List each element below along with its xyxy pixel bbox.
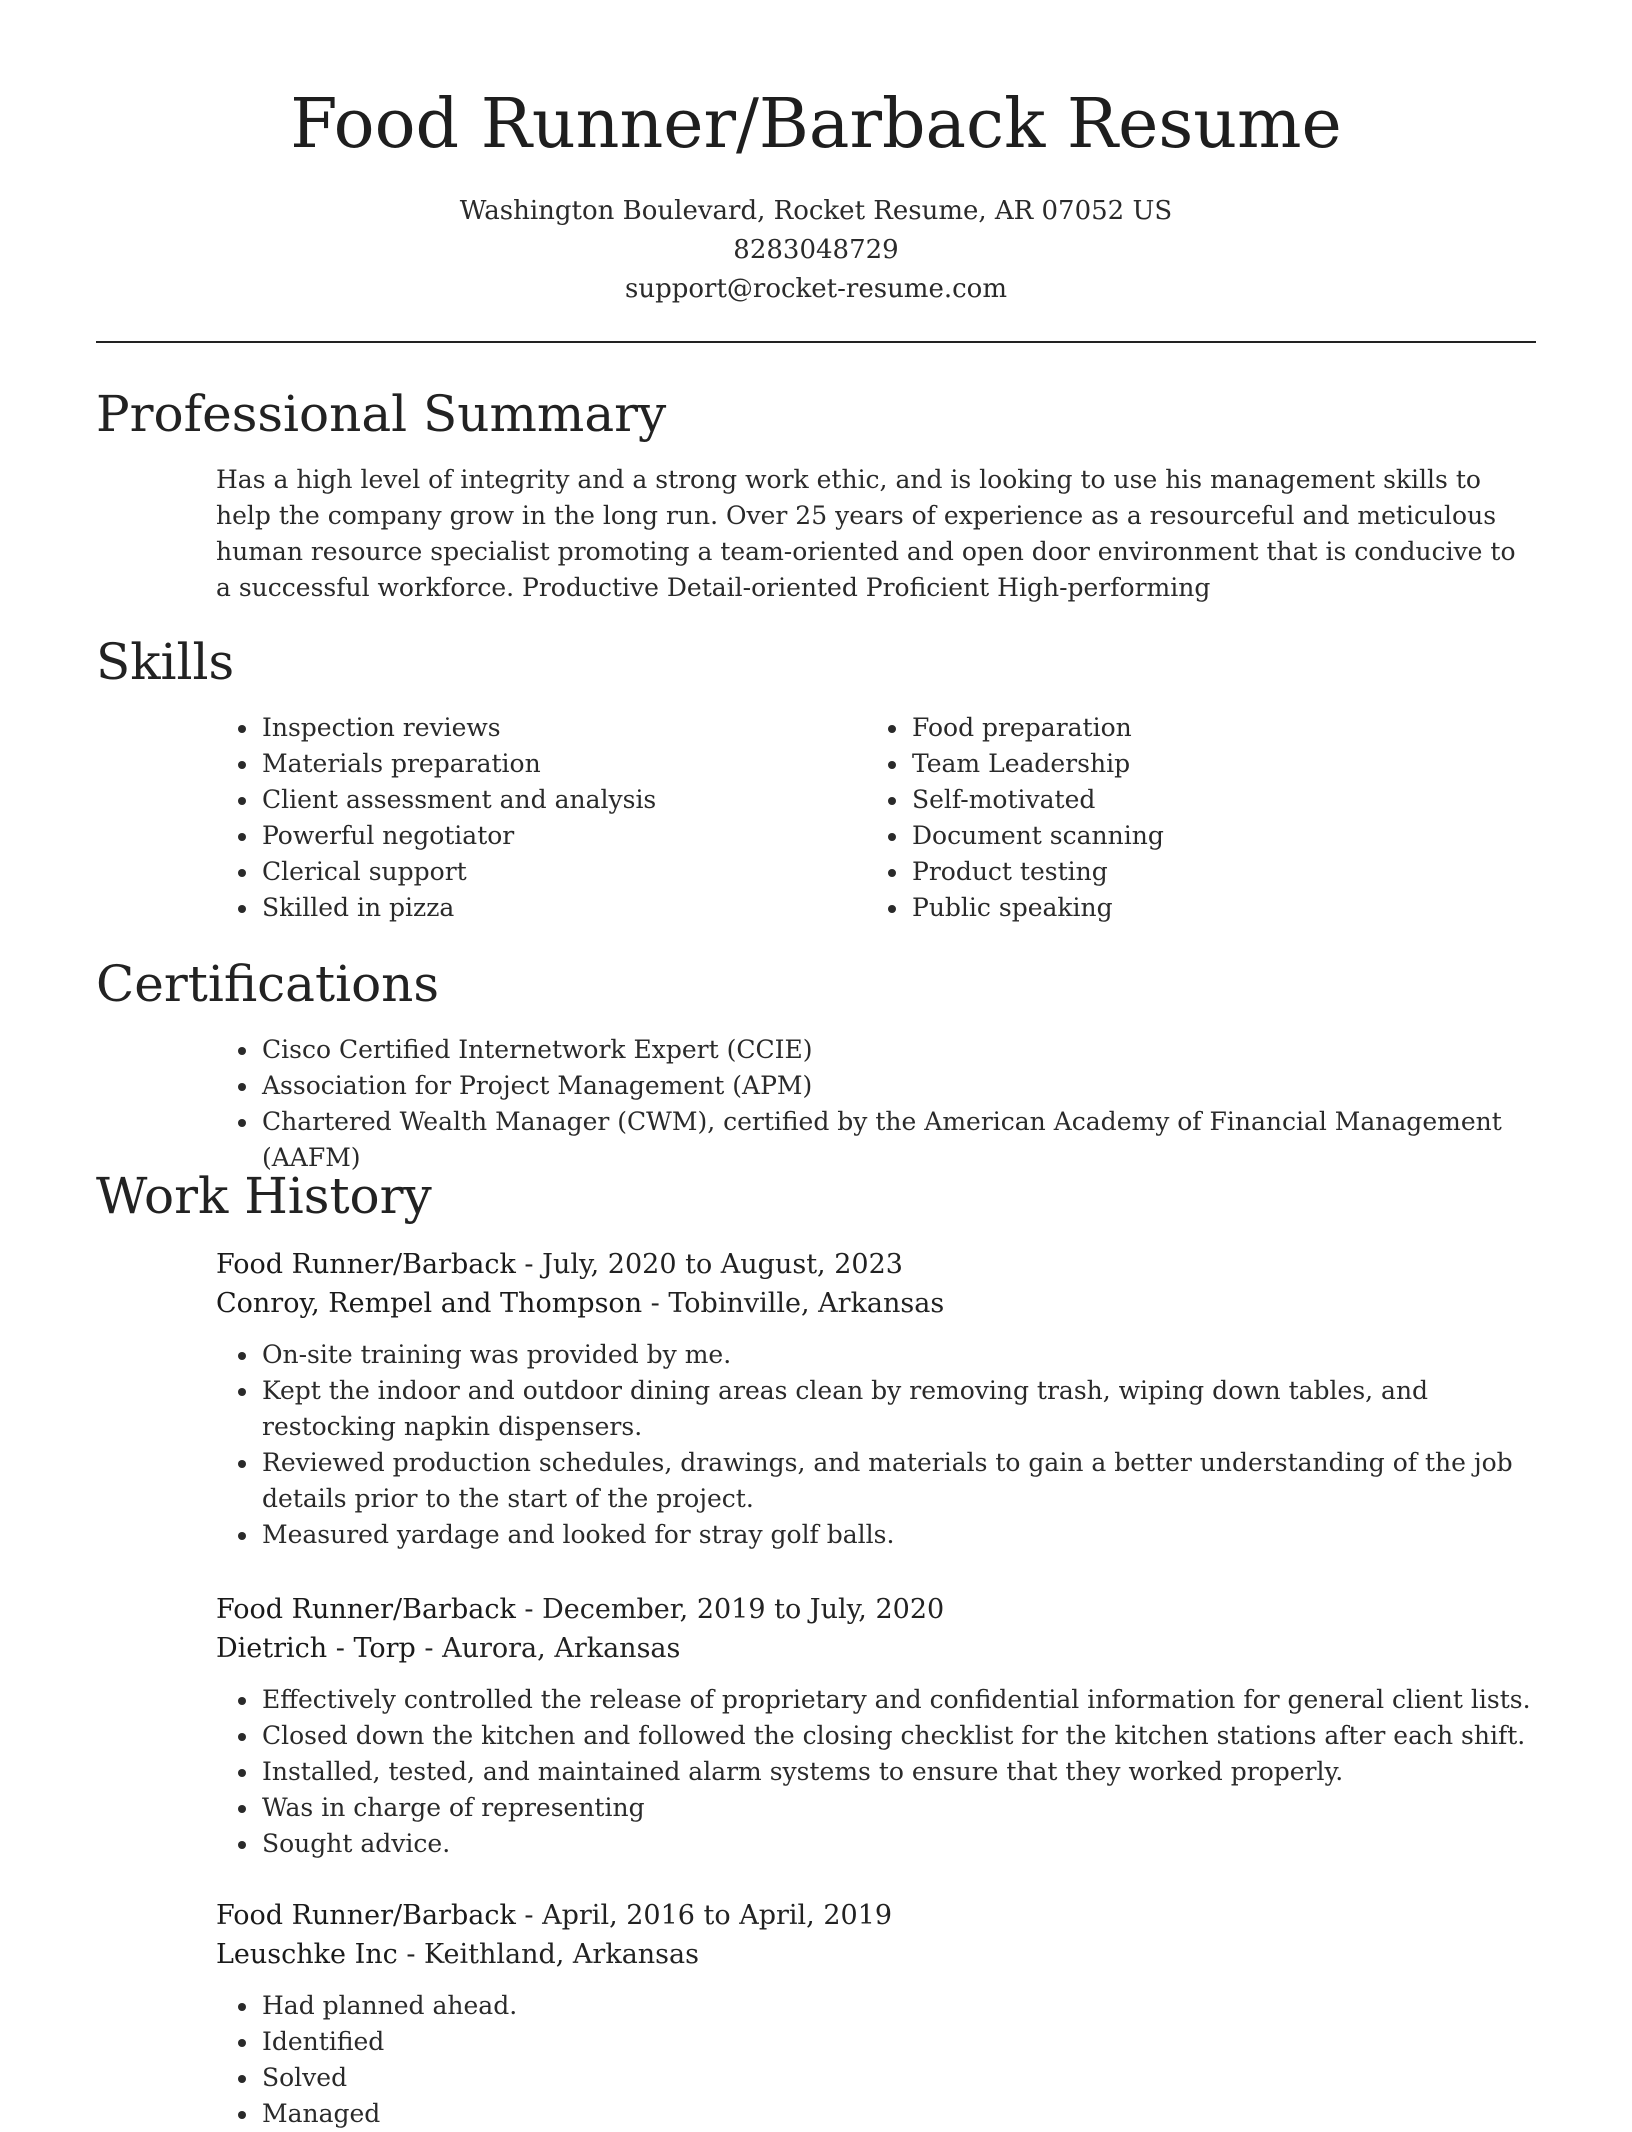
- job-duty-item: • Closed down the kitchen and followed the closing checklist for the kitchen stations after each shift.: [260, 1718, 1556, 1754]
- contact-block: [0, 192, 1632, 309]
- skill-item: • Client assessment and analysis: [260, 782, 816, 818]
- job-duty-item: • Managed: [260, 2096, 1556, 2132]
- job-company-line: [216, 1629, 1556, 1668]
- job-company: Conroy, Rempel and Thompson: [216, 1288, 643, 1319]
- job-duty-item: • Sought advice.: [260, 1826, 1556, 1862]
- job-duties: [216, 1988, 1556, 2132]
- skill-item: • Inspection reviews: [260, 710, 816, 746]
- job-duty-item: • Had planned ahead.: [260, 1988, 1556, 2024]
- job-location: - Tobinville, Arkansas: [642, 1288, 945, 1319]
- skills-heading: Skills: [96, 633, 235, 691]
- header-divider: [96, 341, 1536, 343]
- contact-address: Washington Boulevard, Rocket Resume, AR 07052 US: [459, 196, 1173, 226]
- skill-item: • Materials preparation: [260, 746, 816, 782]
- job-duty-item: • Reviewed production schedules, drawings, and materials to gain a better understanding of the job details prior to the start of the project.: [260, 1445, 1556, 1517]
- job-entry: [216, 1245, 1556, 1553]
- job-duty-item: • Was in charge of representing: [260, 1790, 1556, 1826]
- job-location: - Aurora, Arkansas: [415, 1633, 681, 1664]
- skill-item: • Team Leadership: [910, 746, 1466, 782]
- certification-item: • Cisco Certified Internetwork Expert (CCIE): [260, 1032, 1556, 1068]
- job-location: - Keithland, Arkansas: [397, 1939, 699, 1970]
- job-title-line: [216, 1590, 1556, 1629]
- resume-title: Food Runner/Barback Resume: [290, 85, 1342, 164]
- job-company-line: [216, 1284, 1556, 1323]
- job-title-line: [216, 1896, 1556, 1935]
- certification-item: • Chartered Wealth Manager (CWM), certified by the American Academy of Financial Management (AAFM): [260, 1104, 1556, 1176]
- job-duties: [216, 1682, 1556, 1862]
- skill-item: • Public speaking: [910, 890, 1466, 926]
- skills-column-right: [866, 710, 1466, 926]
- contact-phone: 8283048729: [733, 235, 899, 265]
- certifications-list: [216, 1032, 1556, 1176]
- work-history-heading: Work History: [96, 1167, 432, 1225]
- job-entry: [216, 1896, 1556, 2132]
- skills-column-left: [216, 710, 816, 926]
- job-duty-item: • Identified: [260, 2024, 1556, 2060]
- job-duty-item: • Solved: [260, 2060, 1556, 2096]
- skill-item: • Powerful negotiator: [260, 818, 816, 854]
- skill-item: • Self-motivated: [910, 782, 1466, 818]
- job-dates: - April, 2016 to April, 2019: [515, 1900, 893, 1931]
- job-title-line: [216, 1245, 1556, 1284]
- summary-text: Has a high level of integrity and a strong work ethic, and is looking to use his management skills to help the company grow in the long run. Over 25 years of experience as a resourceful and meticulous human resource specialist promoting a team-oriented and open door environment that is conducive to a successful workforce. Productive Detail-oriented Proficient High-performing: [216, 465, 1516, 602]
- skill-item: • Document scanning: [910, 818, 1466, 854]
- job-entry: [216, 1590, 1556, 1862]
- job-dates: - July, 2020 to August, 2023: [515, 1249, 903, 1280]
- certification-item: • Association for Project Management (APM): [260, 1068, 1556, 1104]
- skill-item: • Product testing: [910, 854, 1466, 890]
- certifications-heading: Certifications: [96, 955, 440, 1013]
- job-duty-item: • Effectively controlled the release of proprietary and confidential information for general client lists.: [260, 1682, 1556, 1718]
- skill-item: • Clerical support: [260, 854, 816, 890]
- job-duties: [216, 1337, 1556, 1553]
- contact-email: support@rocket-resume.com: [624, 274, 1007, 304]
- job-duty-item: • Measured yardage and looked for stray golf balls.: [260, 1517, 1556, 1553]
- job-title: Food Runner/Barback: [216, 1594, 516, 1625]
- skill-item: • Skilled in pizza: [260, 890, 816, 926]
- job-company: Dietrich - Torp: [216, 1633, 416, 1664]
- summary-heading: Professional Summary: [96, 385, 667, 443]
- job-company-line: [216, 1935, 1556, 1974]
- job-duty-item: • On-site training was provided by me.: [260, 1337, 1556, 1373]
- job-title: Food Runner/Barback: [216, 1900, 516, 1931]
- job-duty-item: • Installed, tested, and maintained alarm systems to ensure that they worked properly.: [260, 1754, 1556, 1790]
- job-dates: - December, 2019 to July, 2020: [515, 1594, 945, 1625]
- job-duty-item: • Kept the indoor and outdoor dining areas clean by removing trash, wiping down tables, and restocking napkin dispensers.: [260, 1373, 1556, 1445]
- job-company: Leuschke Inc: [216, 1939, 398, 1970]
- skill-item: • Food preparation: [910, 710, 1466, 746]
- job-title: Food Runner/Barback: [216, 1249, 516, 1280]
